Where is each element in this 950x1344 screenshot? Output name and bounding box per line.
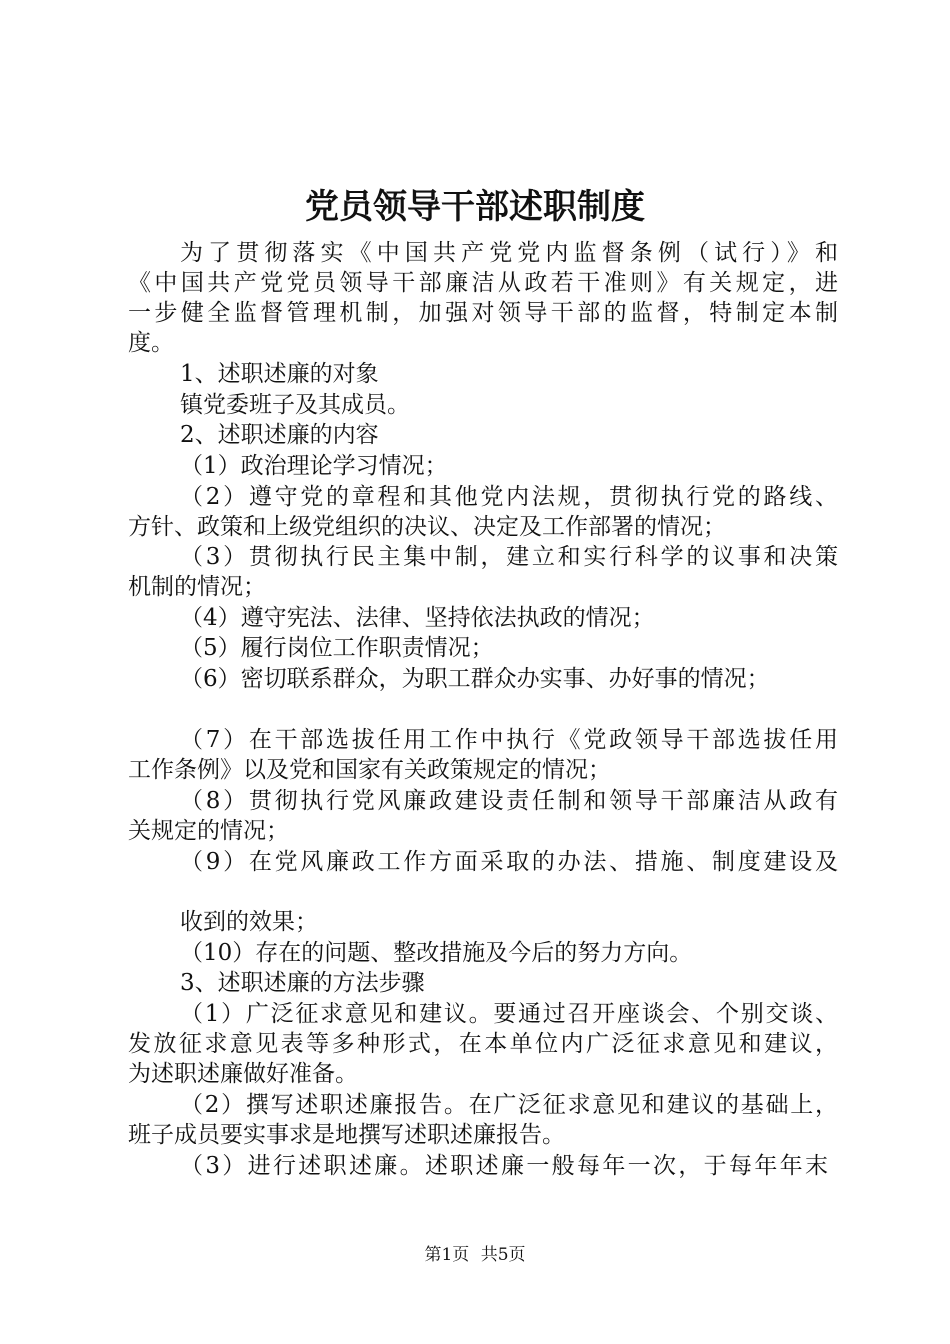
list-item-continuation: 机制的情况； xyxy=(128,574,266,600)
paragraph-line: 度。 xyxy=(128,330,174,356)
list-item: （1）广泛征求意见和建议。要通过召开座谈会、个别交谈、 xyxy=(180,1001,838,1027)
list-item: （3）贯彻执行民主集中制，建立和实行科学的议事和决策 xyxy=(180,544,838,570)
list-item-continuation: 工作条例》以及党和国家有关政策规定的情况； xyxy=(128,757,611,783)
paragraph-line: 为了贯彻落实《中国共产党党内监督条例（试行）》和 xyxy=(180,240,838,266)
list-item: （6）密切联系群众，为职工群众办实事、办好事的情况； xyxy=(180,666,770,692)
paragraph-line: 一步健全监督管理机制，加强对领导干部的监督，特制定本制 xyxy=(128,300,838,326)
list-item-continuation: 为述职述廉做好准备。 xyxy=(128,1061,358,1087)
document-title: 党员领导干部述职制度 xyxy=(305,187,645,227)
list-item: （7）在干部选拔任用工作中执行《党政领导干部选拔任用 xyxy=(180,727,838,753)
list-item: （3）进行述职述廉。述职述廉一般每年一次，于每年年末 xyxy=(180,1153,828,1179)
list-item: （4）遵守宪法、法律、坚持依法执政的情况； xyxy=(180,605,655,631)
page-footer xyxy=(0,1244,950,1266)
list-item: （2）遵守党的章程和其他党内法规，贯彻执行党的路线、 xyxy=(180,484,838,510)
section-heading: 1、述职述廉的对象 xyxy=(180,361,379,387)
list-item: （5）履行岗位工作职责情况； xyxy=(180,635,494,661)
page-total: 共5页 xyxy=(480,1245,526,1265)
list-item: （10）存在的问题、整改措施及今后的努力方向。 xyxy=(180,940,693,966)
list-item: （1）政治理论学习情况； xyxy=(180,453,448,479)
list-item-continuation: 发放征求意见表等多种形式，在本单位内广泛征求意见和建议， xyxy=(128,1031,838,1057)
list-item: （2）撰写述职述廉报告。在广泛征求意见和建议的基础上， xyxy=(180,1092,838,1118)
list-item: （9）在党风廉政工作方面采取的办法、措施、制度建设及 xyxy=(180,849,838,875)
list-item-continuation: 收到的效果； xyxy=(180,909,318,935)
list-item-continuation: 班子成员要实事求是地撰写述职述廉报告。 xyxy=(128,1122,565,1148)
section-heading: 3、述职述廉的方法步骤 xyxy=(180,970,425,996)
section-heading: 2、述职述廉的内容 xyxy=(180,422,379,448)
list-item: （8）贯彻执行党风廉政建设责任制和领导干部廉洁从政有 xyxy=(180,788,838,814)
list-item-continuation: 方针、政策和上级党组织的决议、决定及工作部署的情况； xyxy=(128,514,726,540)
list-item-continuation: 关规定的情况； xyxy=(128,818,289,844)
paragraph-line: 镇党委班子及其成员。 xyxy=(180,392,410,418)
paragraph-line: 《中国共产党党员领导干部廉洁从政若干准则》有关规定，进 xyxy=(128,270,838,296)
page-number: 第1页 xyxy=(424,1245,470,1265)
